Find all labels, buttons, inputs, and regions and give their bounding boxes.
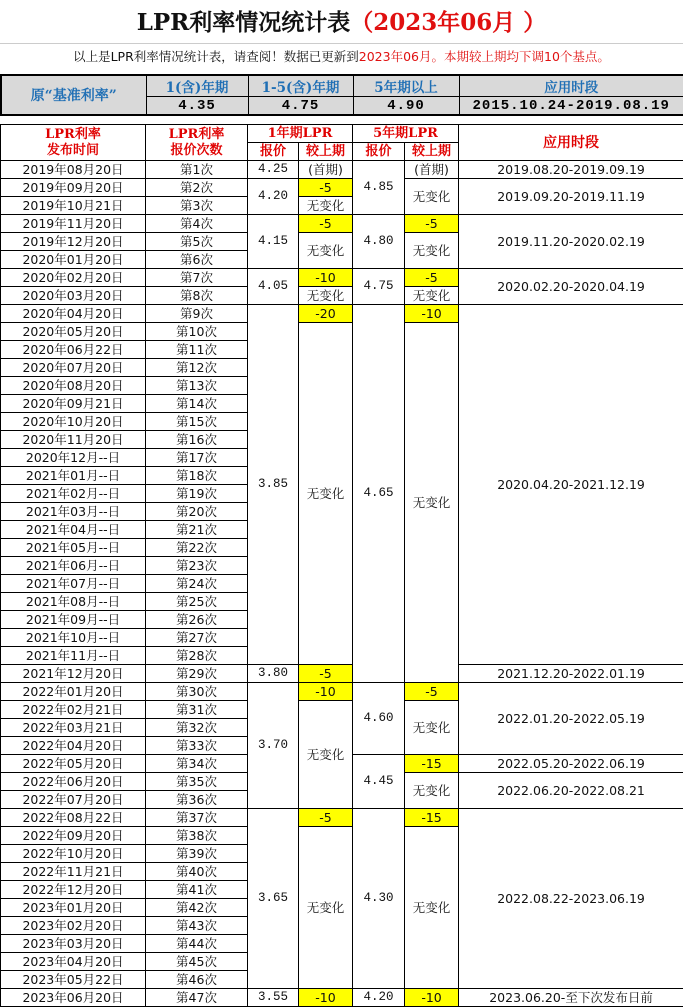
- lpr1-change-cell: -5: [299, 665, 353, 683]
- lpr1-change-cell: -20: [299, 305, 353, 323]
- lpr5-price-cell: 4.45: [353, 755, 405, 809]
- lpr5-change-cell: 无变化: [405, 233, 459, 269]
- header-count-line2: 报价次数: [170, 143, 222, 158]
- date-cell: 2020年08月20日: [1, 377, 146, 395]
- header-lpr1: 1年期LPR: [248, 125, 353, 143]
- date-cell: 2020年11月20日: [1, 431, 146, 449]
- period-cell: 2022.06.20-2022.08.21: [459, 773, 683, 809]
- table-row: [1, 179, 683, 197]
- lpr5-change-cell: 无变化: [405, 773, 459, 809]
- date-cell: 2021年09月--日: [1, 611, 146, 629]
- count-cell: 第6次: [146, 251, 248, 269]
- count-cell: 第34次: [146, 755, 248, 773]
- date-cell: 2020年10月20日: [1, 413, 146, 431]
- lpr5-change-cell: -10: [405, 305, 459, 323]
- count-cell: 第15次: [146, 413, 248, 431]
- header-count-line1: LPR利率: [169, 127, 225, 142]
- base-header-1y: 1(含)年期: [146, 75, 248, 97]
- lpr1-price-cell: 4.20: [248, 179, 299, 215]
- date-cell: 2022年04月20日: [1, 737, 146, 755]
- base-rate-label: 原“基准利率”: [1, 75, 146, 115]
- period-cell: 2020.04.20-2021.12.19: [459, 305, 683, 665]
- date-cell: 2019年10月21日: [1, 197, 146, 215]
- header-date-line1: LPR利率: [45, 127, 101, 142]
- count-cell: 第11次: [146, 341, 248, 359]
- table-row: [1, 305, 683, 323]
- header-lpr5: 5年期LPR: [353, 125, 459, 143]
- count-cell: 第22次: [146, 539, 248, 557]
- lpr5-change-cell: (首期): [405, 161, 459, 179]
- lpr1-change-cell: 无变化: [299, 287, 353, 305]
- lpr1-price-cell: 3.70: [248, 683, 299, 809]
- count-cell: 第32次: [146, 719, 248, 737]
- lpr1-price-cell: 3.80: [248, 665, 299, 683]
- date-cell: 2021年01月--日: [1, 467, 146, 485]
- count-cell: 第36次: [146, 791, 248, 809]
- date-cell: 2020年07月20日: [1, 359, 146, 377]
- header-count: [146, 125, 248, 161]
- count-cell: 第20次: [146, 503, 248, 521]
- date-cell: 2020年09月21日: [1, 395, 146, 413]
- date-cell: 2022年01月20日: [1, 683, 146, 701]
- title-text: LPR利率情况统计表: [137, 9, 351, 36]
- table-row: [1, 809, 683, 827]
- lpr5-price-cell: 4.20: [353, 989, 405, 1007]
- count-cell: 第35次: [146, 773, 248, 791]
- count-cell: 第17次: [146, 449, 248, 467]
- count-cell: 第30次: [146, 683, 248, 701]
- count-cell: 第43次: [146, 917, 248, 935]
- date-cell: 2021年02月--日: [1, 485, 146, 503]
- date-cell: 2022年10月20日: [1, 845, 146, 863]
- lpr5-change-cell: 无变化: [405, 287, 459, 305]
- date-cell: 2019年11月20日: [1, 215, 146, 233]
- base-value-5y: 4.90: [353, 97, 459, 116]
- date-cell: 2020年03月20日: [1, 287, 146, 305]
- count-cell: 第26次: [146, 611, 248, 629]
- count-cell: 第33次: [146, 737, 248, 755]
- count-cell: 第8次: [146, 287, 248, 305]
- header-date-line2: 发布时间: [47, 143, 99, 158]
- count-cell: 第47次: [146, 989, 248, 1007]
- date-cell: 2022年08月22日: [1, 809, 146, 827]
- period-cell: 2020.02.20-2020.04.19: [459, 269, 683, 305]
- count-cell: 第39次: [146, 845, 248, 863]
- count-cell: 第24次: [146, 575, 248, 593]
- lpr5-change-cell: 无变化: [405, 179, 459, 215]
- count-cell: 第42次: [146, 899, 248, 917]
- count-cell: 第27次: [146, 629, 248, 647]
- date-cell: 2019年09月20日: [1, 179, 146, 197]
- lpr5-price-cell: 4.30: [353, 809, 405, 989]
- date-cell: 2019年12月20日: [1, 233, 146, 251]
- period-cell: 2023.06.20-至下次发布日前: [459, 989, 683, 1007]
- lpr5-change-cell: -5: [405, 269, 459, 287]
- count-cell: 第5次: [146, 233, 248, 251]
- lpr1-change-cell: -5: [299, 809, 353, 827]
- lpr1-price-cell: 3.85: [248, 305, 299, 665]
- count-cell: 第41次: [146, 881, 248, 899]
- table-row: [1, 161, 683, 179]
- base-value-1y: 4.35: [146, 97, 248, 116]
- lpr1-change-cell: -10: [299, 269, 353, 287]
- lpr1-change-cell: 无变化: [299, 197, 353, 215]
- lpr1-price-cell: 3.55: [248, 989, 299, 1007]
- count-cell: 第18次: [146, 467, 248, 485]
- period-cell: 2022.08.22-2023.06.19: [459, 809, 683, 989]
- lpr5-price-cell: 4.60: [353, 683, 405, 755]
- count-cell: 第45次: [146, 953, 248, 971]
- count-cell: 第31次: [146, 701, 248, 719]
- count-cell: 第2次: [146, 179, 248, 197]
- lpr1-price-cell: 4.15: [248, 215, 299, 269]
- count-cell: 第21次: [146, 521, 248, 539]
- count-cell: 第19次: [146, 485, 248, 503]
- count-cell: 第40次: [146, 863, 248, 881]
- lpr1-price-cell: 4.05: [248, 269, 299, 305]
- lpr1-change-cell: 无变化: [299, 701, 353, 809]
- date-cell: 2022年09月20日: [1, 827, 146, 845]
- lpr5-change-cell: 无变化: [405, 323, 459, 683]
- lpr5-change-cell: 无变化: [405, 701, 459, 755]
- period-cell: 2021.12.20-2022.01.19: [459, 665, 683, 683]
- date-cell: 2019年08月20日: [1, 161, 146, 179]
- period-cell: 2019.09.20-2019.11.19: [459, 179, 683, 215]
- base-header-5y: 5年期以上: [353, 75, 459, 97]
- date-cell: 2022年12月20日: [1, 881, 146, 899]
- header-lpr5-price: 报价: [353, 143, 405, 161]
- date-cell: 2020年12月--日: [1, 449, 146, 467]
- date-cell: 2023年04月20日: [1, 953, 146, 971]
- lpr5-change-cell: -15: [405, 809, 459, 827]
- period-cell: 2022.01.20-2022.05.19: [459, 683, 683, 755]
- date-cell: 2023年05月22日: [1, 971, 146, 989]
- lpr5-change-cell: -5: [405, 683, 459, 701]
- count-cell: 第14次: [146, 395, 248, 413]
- lpr5-price-cell: 4.80: [353, 215, 405, 269]
- period-cell: 2022.05.20-2022.06.19: [459, 755, 683, 773]
- date-cell: 2023年03月20日: [1, 935, 146, 953]
- period-cell: 2019.11.20-2020.02.19: [459, 215, 683, 269]
- lpr1-change-cell: 无变化: [299, 827, 353, 989]
- count-cell: 第16次: [146, 431, 248, 449]
- page-title: [0, 0, 683, 44]
- count-cell: 第9次: [146, 305, 248, 323]
- date-cell: 2021年05月--日: [1, 539, 146, 557]
- date-cell: 2022年03月21日: [1, 719, 146, 737]
- table-row: [1, 989, 683, 1007]
- base-value-period: 2015.10.24-2019.08.19: [459, 97, 683, 116]
- count-cell: 第25次: [146, 593, 248, 611]
- subtitle-text: 以上是LPR利率情况统计表，请查阅！数据已更新到: [73, 49, 359, 64]
- lpr1-change-cell: -5: [299, 215, 353, 233]
- date-cell: 2023年02月20日: [1, 917, 146, 935]
- date-cell: 2023年06月20日: [1, 989, 146, 1007]
- base-value-1-5y: 4.75: [248, 97, 353, 116]
- date-cell: 2021年07月--日: [1, 575, 146, 593]
- count-cell: 第12次: [146, 359, 248, 377]
- date-cell: 2023年01月20日: [1, 899, 146, 917]
- count-cell: 第3次: [146, 197, 248, 215]
- lpr5-change-cell: -5: [405, 215, 459, 233]
- lpr5-change-cell: -15: [405, 755, 459, 773]
- date-cell: 2021年11月--日: [1, 647, 146, 665]
- count-cell: 第29次: [146, 665, 248, 683]
- date-cell: 2020年04月20日: [1, 305, 146, 323]
- period-cell: 2019.08.20-2019.09.19: [459, 161, 683, 179]
- table-row: [1, 215, 683, 233]
- lpr1-price-cell: 4.25: [248, 161, 299, 179]
- table-row: [1, 665, 683, 683]
- date-cell: 2022年07月20日: [1, 791, 146, 809]
- header-lpr1-change: 较上期: [299, 143, 353, 161]
- subtitle-highlight: 2023年06月。本期较上期均下调10个基点。: [359, 49, 610, 64]
- date-cell: 2021年08月--日: [1, 593, 146, 611]
- count-cell: 第28次: [146, 647, 248, 665]
- table-row: [1, 683, 683, 701]
- lpr1-change-cell: -10: [299, 683, 353, 701]
- header-period: 应用时段: [459, 125, 683, 161]
- count-cell: 第7次: [146, 269, 248, 287]
- date-cell: 2021年03月--日: [1, 503, 146, 521]
- lpr1-change-cell: (首期): [299, 161, 353, 179]
- count-cell: 第4次: [146, 215, 248, 233]
- date-cell: 2020年01月20日: [1, 251, 146, 269]
- date-cell: 2020年02月20日: [1, 269, 146, 287]
- base-header-1-5y: 1-5(含)年期: [248, 75, 353, 97]
- count-cell: 第37次: [146, 809, 248, 827]
- count-cell: 第23次: [146, 557, 248, 575]
- lpr5-change-cell: -10: [405, 989, 459, 1007]
- header-lpr5-change: 较上期: [405, 143, 459, 161]
- base-rate-table: [0, 74, 683, 116]
- lpr-table-body: [1, 161, 683, 1007]
- lpr5-price-cell: 4.65: [353, 305, 405, 683]
- count-cell: 第46次: [146, 971, 248, 989]
- title-date: （2023年06月 ）: [350, 9, 546, 36]
- date-cell: 2021年10月--日: [1, 629, 146, 647]
- count-cell: 第10次: [146, 323, 248, 341]
- date-cell: 2020年06月22日: [1, 341, 146, 359]
- lpr1-change-cell: -5: [299, 179, 353, 197]
- count-cell: 第1次: [146, 161, 248, 179]
- lpr5-price-cell: 4.85: [353, 161, 405, 215]
- subtitle: [0, 44, 683, 68]
- lpr-table: [0, 124, 683, 1007]
- date-cell: 2021年04月--日: [1, 521, 146, 539]
- header-date: [1, 125, 146, 161]
- date-cell: 2021年12月20日: [1, 665, 146, 683]
- lpr1-change-cell: -10: [299, 989, 353, 1007]
- date-cell: 2021年06月--日: [1, 557, 146, 575]
- count-cell: 第13次: [146, 377, 248, 395]
- count-cell: 第44次: [146, 935, 248, 953]
- lpr5-change-cell: 无变化: [405, 827, 459, 989]
- count-cell: 第38次: [146, 827, 248, 845]
- header-lpr1-price: 报价: [248, 143, 299, 161]
- lpr1-price-cell: 3.65: [248, 809, 299, 989]
- date-cell: 2020年05月20日: [1, 323, 146, 341]
- lpr5-price-cell: 4.75: [353, 269, 405, 305]
- date-cell: 2022年05月20日: [1, 755, 146, 773]
- date-cell: 2022年11月21日: [1, 863, 146, 881]
- table-row: [1, 269, 683, 287]
- lpr1-change-cell: 无变化: [299, 323, 353, 665]
- date-cell: 2022年02月21日: [1, 701, 146, 719]
- date-cell: 2022年06月20日: [1, 773, 146, 791]
- base-header-period: 应用时段: [459, 75, 683, 97]
- lpr1-change-cell: 无变化: [299, 233, 353, 269]
